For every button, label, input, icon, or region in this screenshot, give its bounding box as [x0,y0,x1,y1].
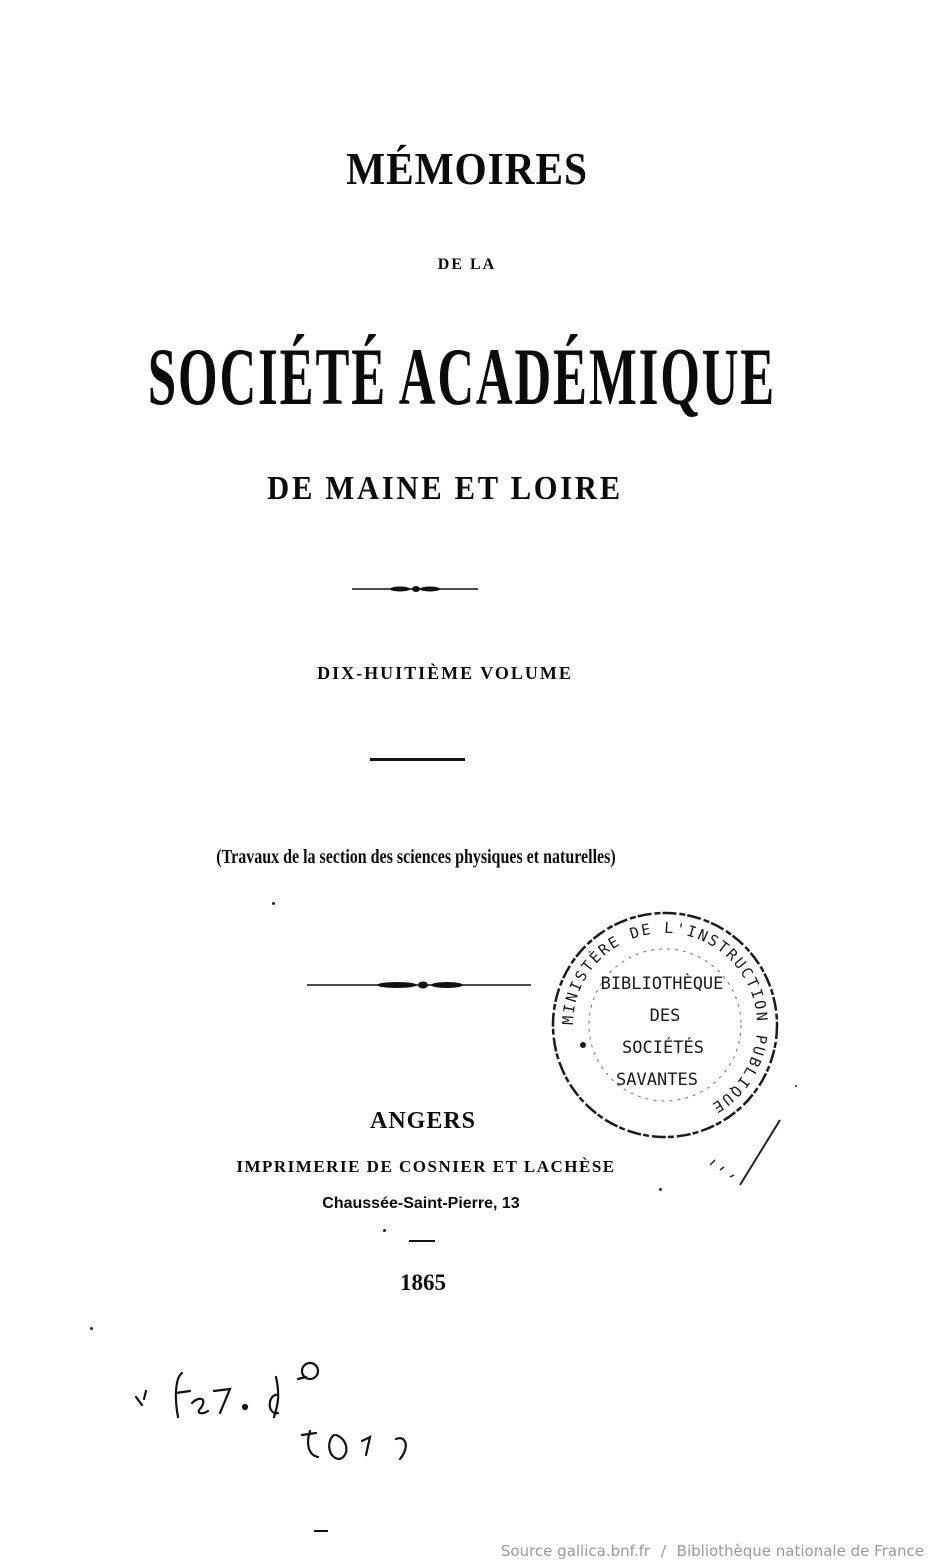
title-society: SOCIÉTÉ ACADÉMIQUE [147,331,777,422]
footer-separator: / [660,1542,666,1560]
printer-name: IMPRIMERIE DE COSNIER ET LACHÈSE [236,1157,616,1176]
title-region: DE MAINE ET LOIRE [267,470,623,507]
publisher-city: ANGERS [369,1108,477,1134]
footer-institution[interactable]: Bibliothèque nationale de France [676,1542,924,1560]
publication-year: 1865 [400,1270,446,1295]
footer-source[interactable]: Source gallica.bnf.fr [500,1542,651,1560]
stamp-ring-text: MINISTÈRE DE L'INSTRUCTION PUBLIQUE [558,918,772,1118]
title-memoires: MÉMOIRES [346,143,588,194]
year-dash [409,1240,435,1242]
stamp-line-4: SAVANTES [616,1070,698,1090]
speck [272,902,275,905]
ornamental-rule-top [350,582,480,596]
section-subtitle: (Travaux de la section des sciences physiques et naturelles) [216,846,616,868]
divider-rule [370,758,465,761]
speck [795,1085,797,1087]
speck [90,1327,93,1330]
stamp-line-1: BIBLIOTHÈQUE [600,974,724,994]
stamp-line-2: DES [649,1006,681,1026]
source-footer [501,1542,924,1560]
stamp-line-3: SOCIÉTÉS [622,1038,704,1058]
printer-address: Chaussée-Saint-Pierre, 13 [322,1195,520,1212]
volume-number: DIX-HUITIÈME VOLUME [317,663,573,683]
ornamental-rule-bottom [305,978,533,992]
speck [383,1229,386,1232]
shelfmark-text: 4° Fe 7. 8° 1022 [130,1355,137,1356]
speck [659,1188,662,1191]
speck-dash [314,1530,328,1532]
title-connector: DE LA [437,256,497,273]
handwritten-shelfmark [130,1355,430,1475]
